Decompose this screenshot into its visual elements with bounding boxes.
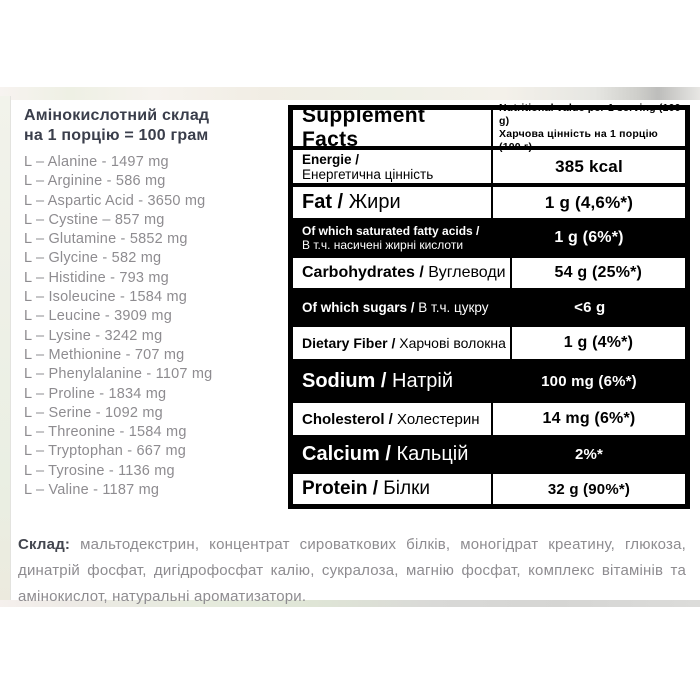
serving-info-line1: Nutritional value per 1 serving (100 g): [499, 102, 681, 127]
fact-label: [293, 150, 491, 183]
fact-value: <6 g: [493, 292, 685, 323]
fact-label-uk: В т.ч. цукру: [418, 300, 489, 315]
amino-item: L – Methionine - 707 mg: [24, 346, 185, 363]
amino-title: [24, 106, 274, 145]
fact-row-sugars: [293, 288, 685, 323]
fact-label-uk: Холестерин: [397, 410, 480, 428]
supplement-facts-table: [288, 102, 690, 509]
fact-row-carbohydrates: [293, 254, 685, 288]
amino-item: L – Isoleucine - 1584 mg: [24, 289, 188, 306]
fact-label-en: Cholesterol /: [302, 410, 393, 428]
composition-paragraph: [18, 532, 686, 610]
amino-title-line1: Амінокислотний склад: [24, 107, 210, 124]
fact-label-en: Calcium /: [302, 443, 391, 465]
fact-label: [293, 327, 510, 359]
amino-list: [24, 153, 274, 500]
fact-value: 54 g (25%*): [510, 258, 685, 288]
fact-label-en: Sodium /: [302, 369, 387, 392]
amino-item: L – Leucine - 3909 mg: [24, 308, 172, 325]
amino-item: L – Alanine - 1497 mg: [24, 154, 169, 170]
amino-item: L – Lysine - 3242 mg: [24, 327, 163, 344]
fact-label-en: Carbohydrates /: [302, 264, 424, 281]
fact-label-uk: Енергетична цінність: [302, 166, 434, 182]
fact-row-cholesterol: [293, 399, 685, 435]
fact-label: [293, 439, 491, 470]
photo-edge-left: [0, 96, 11, 606]
fact-value: 385 kcal: [491, 150, 685, 183]
fact-value: 2%*: [491, 439, 685, 470]
fact-label-uk: В т.ч. насичені жирні кислоти: [302, 238, 464, 252]
fact-label: [293, 222, 491, 254]
amino-item: L – Aspartic Acid - 3650 mg: [24, 192, 206, 209]
amino-item: L – Histidine - 793 mg: [24, 269, 169, 286]
fact-label-uk: Білки: [383, 478, 430, 499]
amino-item: L – Arginine - 586 mg: [24, 173, 166, 190]
amino-item: L – Glycine - 582 mg: [24, 250, 162, 267]
fact-label-en: Of which saturated fatty acids /: [302, 224, 480, 238]
fact-label-uk: Вуглеводи: [428, 264, 506, 281]
fact-value: 1 g (4,6%*): [491, 187, 685, 218]
fact-row-fat: [293, 183, 685, 218]
fact-label-en: Fat /: [302, 191, 344, 213]
fact-label: [293, 187, 491, 218]
fact-label: [293, 292, 493, 323]
amino-item: L – Valine - 1187 mg: [24, 482, 160, 499]
fact-value: 1 g (4%*): [510, 327, 685, 359]
amino-item: L – Tyrosine - 1136 mg: [24, 462, 175, 479]
amino-item: L – Cystine – 857 mg: [24, 211, 165, 228]
fact-row-protein: [293, 470, 685, 504]
amino-composition-panel: [24, 106, 274, 500]
facts-header-row: [293, 102, 685, 153]
fact-row-energy: [293, 146, 685, 183]
fact-row-saturated-fat: [293, 218, 685, 254]
serving-info-line2: Харчова цінність на 1 порцію (100 г): [499, 128, 658, 153]
amino-item: L – Serine - 1092 mg: [24, 404, 163, 421]
fact-row-calcium: [293, 435, 685, 470]
amino-item: L – Threonine - 1584 mg: [24, 424, 187, 441]
fact-label-en: Energie /: [302, 151, 360, 167]
fact-row-sodium: [293, 359, 685, 399]
photo-edge-top: [0, 87, 700, 100]
fact-label-uk: Жири: [348, 191, 401, 213]
amino-title-line2: на 1 порцію = 100 грам: [24, 126, 209, 144]
amino-item: L – Proline - 1834 mg: [24, 385, 167, 402]
composition-label: Склад:: [18, 536, 71, 553]
fact-value: 14 mg (6%*): [491, 403, 685, 435]
amino-item: L – Glutamine - 5852 mg: [24, 231, 188, 248]
amino-item: L – Phenylalanine - 1107 mg: [24, 366, 213, 383]
fact-row-dietary-fiber: [293, 323, 685, 359]
fact-label-uk: Кальцій: [396, 443, 469, 465]
facts-title-cell: [293, 104, 491, 151]
fact-label-en: Dietary Fiber /: [302, 335, 396, 351]
fact-label: [293, 258, 510, 288]
serving-info: [491, 102, 685, 153]
composition-text: мальтодекстрин, концентрат сироваткових білків, моногідрат креатину, глюкоза, динатрій фосфат, дигідрофосфат калію, сукралоза, магнію фосфат, комплекс вітамінів та амінокислот, натуральні ароматизатори.: [18, 536, 686, 605]
amino-item: L – Tryptophan - 667 mg: [24, 443, 187, 460]
fact-label: [293, 474, 491, 504]
fact-label-uk: Харчові волокна: [399, 335, 506, 351]
fact-label: [293, 363, 491, 399]
fact-label: [293, 403, 491, 435]
fact-value: 1 g (6%*): [491, 222, 685, 254]
fact-label-en: Of which sugars /: [302, 300, 415, 315]
fact-value: 100 mg (6%*): [491, 363, 685, 399]
facts-title: Supplement Facts: [302, 104, 426, 151]
fact-label-uk: Натрій: [392, 369, 454, 392]
fact-label-en: Protein /: [302, 478, 379, 499]
fact-value: 32 g (90%*): [491, 474, 685, 504]
